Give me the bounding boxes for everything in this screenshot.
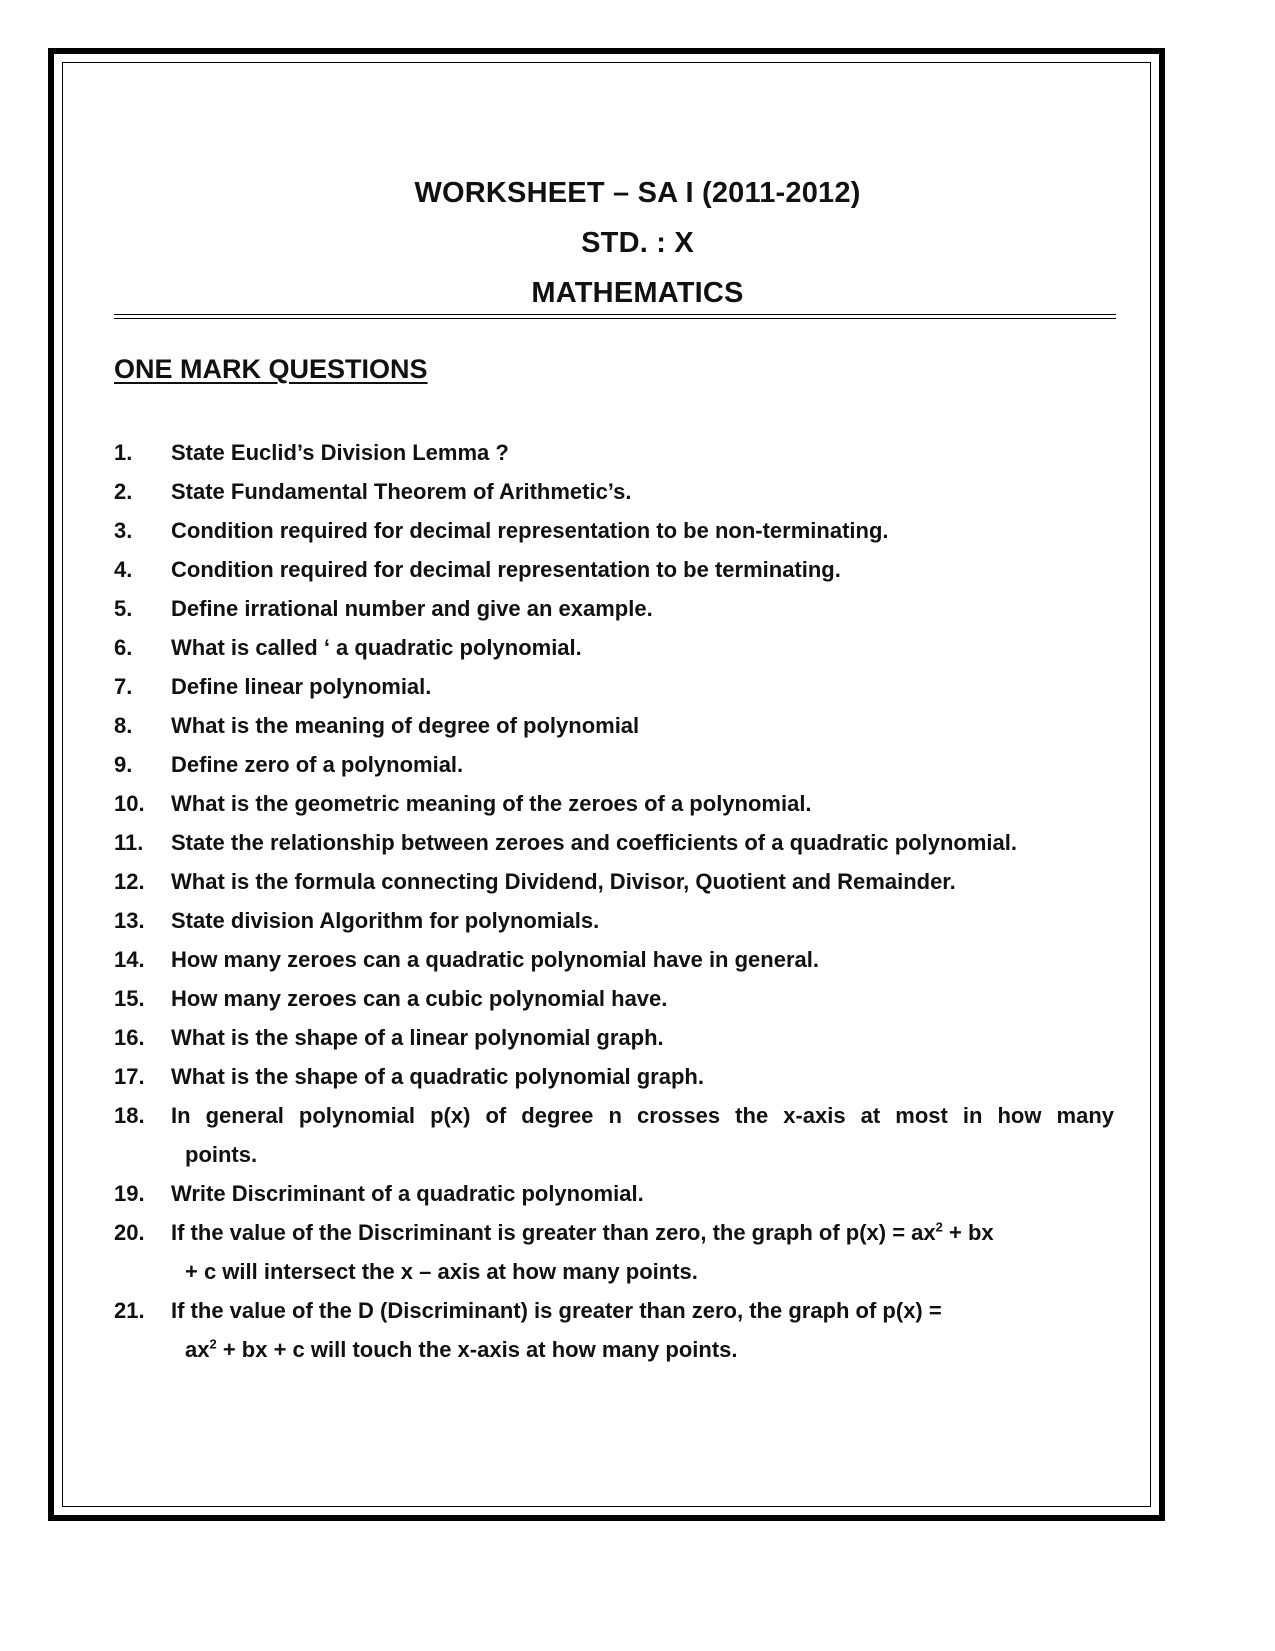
question-number: 8. xyxy=(114,713,133,738)
question-text: If the value of the D (Discriminant) is greater than zero, the graph of p(x) = xyxy=(171,1298,942,1323)
question-text: State the relationship between zeroes and coefficients of a quadratic polynomial. xyxy=(171,830,1017,855)
exponent: 2 xyxy=(935,1219,943,1235)
question-text: Write Discriminant of a quadratic polynomial. xyxy=(171,1181,644,1206)
question-item xyxy=(114,628,1114,667)
question-item xyxy=(114,1057,1114,1096)
question-number: 19. xyxy=(114,1181,145,1206)
question-text-part: + bx + c will touch the x-axis at how many points. xyxy=(216,1337,738,1362)
question-item xyxy=(114,784,1114,823)
question-number: 14. xyxy=(114,947,145,972)
question-number: 3. xyxy=(114,518,133,543)
question-text: How many zeroes can a cubic polynomial have. xyxy=(171,986,668,1011)
question-number: 16. xyxy=(114,1025,145,1050)
question-text: Condition required for decimal representation to be terminating. xyxy=(171,557,841,582)
question-text: Condition required for decimal representation to be non-terminating. xyxy=(171,518,889,543)
question-text: State Euclid’s Division Lemma ? xyxy=(171,440,509,465)
question-item xyxy=(114,433,1114,472)
question-item xyxy=(114,745,1114,784)
worksheet-title: WORKSHEET – SA I (2011-2012) xyxy=(414,177,861,209)
question-text-part: ax xyxy=(185,1337,210,1362)
question-text: What is the shape of a quadratic polynomial graph. xyxy=(171,1064,704,1089)
question-text: What is the formula connecting Dividend, Divisor, Quotient and Remainder. xyxy=(171,869,956,894)
question-number: 15. xyxy=(114,986,145,1011)
question-item xyxy=(114,472,1114,511)
question-number: 17. xyxy=(114,1064,145,1089)
question-number: 5. xyxy=(114,596,133,621)
question-item xyxy=(114,550,1114,589)
question-number: 2. xyxy=(114,479,133,504)
question-number: 12. xyxy=(114,869,145,894)
question-item xyxy=(114,901,1114,940)
worksheet-header xyxy=(0,168,1275,318)
question-item xyxy=(114,706,1114,745)
exponent: 2 xyxy=(209,1336,217,1352)
question-text-part: + bx xyxy=(942,1220,994,1245)
question-text: What is the meaning of degree of polynomial xyxy=(171,713,640,738)
question-number: 6. xyxy=(114,635,133,660)
question-text: Define linear polynomial. xyxy=(171,674,432,699)
question-text: What is called ‘ a quadratic polynomial. xyxy=(171,635,582,660)
question-item xyxy=(114,1291,1114,1330)
question-item xyxy=(114,1018,1114,1057)
standard-label: STD. : X xyxy=(581,227,694,259)
question-item xyxy=(114,667,1114,706)
question-text: How many zeroes can a quadratic polynomial have in general. xyxy=(171,947,819,972)
question-item xyxy=(114,589,1114,628)
question-number: 1. xyxy=(114,440,133,465)
question-text: Define zero of a polynomial. xyxy=(171,752,464,777)
section-title: ONE MARK QUESTIONS xyxy=(114,354,428,384)
question-text: State Fundamental Theorem of Arithmetic’s. xyxy=(171,479,632,504)
question-list xyxy=(114,433,1114,1369)
question-item xyxy=(114,1213,1114,1252)
question-number: 10. xyxy=(114,791,145,816)
question-item xyxy=(114,1174,1114,1213)
question-number: 4. xyxy=(114,557,133,582)
question-number: 20. xyxy=(114,1220,145,1245)
subject-title: MATHEMATICS xyxy=(531,277,744,309)
question-number: 18. xyxy=(114,1103,145,1128)
question-number: 11. xyxy=(114,830,144,855)
question-number: 7. xyxy=(114,674,133,699)
question-text: What is the geometric meaning of the zeroes of a polynomial. xyxy=(171,791,812,816)
question-text: In general polynomial p(x) of degree n crosses the x-axis at most in how many xyxy=(171,1103,1114,1128)
question-continuation: points. xyxy=(185,1142,258,1167)
question-continuation xyxy=(114,1330,1114,1369)
question-number: 9. xyxy=(114,752,133,777)
question-text: State division Algorithm for polynomials. xyxy=(171,908,600,933)
question-text: What is the shape of a linear polynomial graph. xyxy=(171,1025,664,1050)
question-item xyxy=(114,862,1114,901)
question-item xyxy=(114,1096,1114,1135)
question-number: 21. xyxy=(114,1298,145,1323)
question-text-part: If the value of the Discriminant is greater than zero, the graph of p(x) = ax xyxy=(171,1220,936,1245)
header-divider xyxy=(114,314,1116,319)
question-item xyxy=(114,940,1114,979)
question-item xyxy=(114,823,1114,862)
question-item xyxy=(114,511,1114,550)
question-text: Define irrational number and give an example. xyxy=(171,596,653,621)
question-item xyxy=(114,979,1114,1018)
question-text xyxy=(171,1213,1114,1252)
question-continuation: + c will intersect the x – axis at how many points. xyxy=(185,1259,698,1284)
question-number: 13. xyxy=(114,908,145,933)
